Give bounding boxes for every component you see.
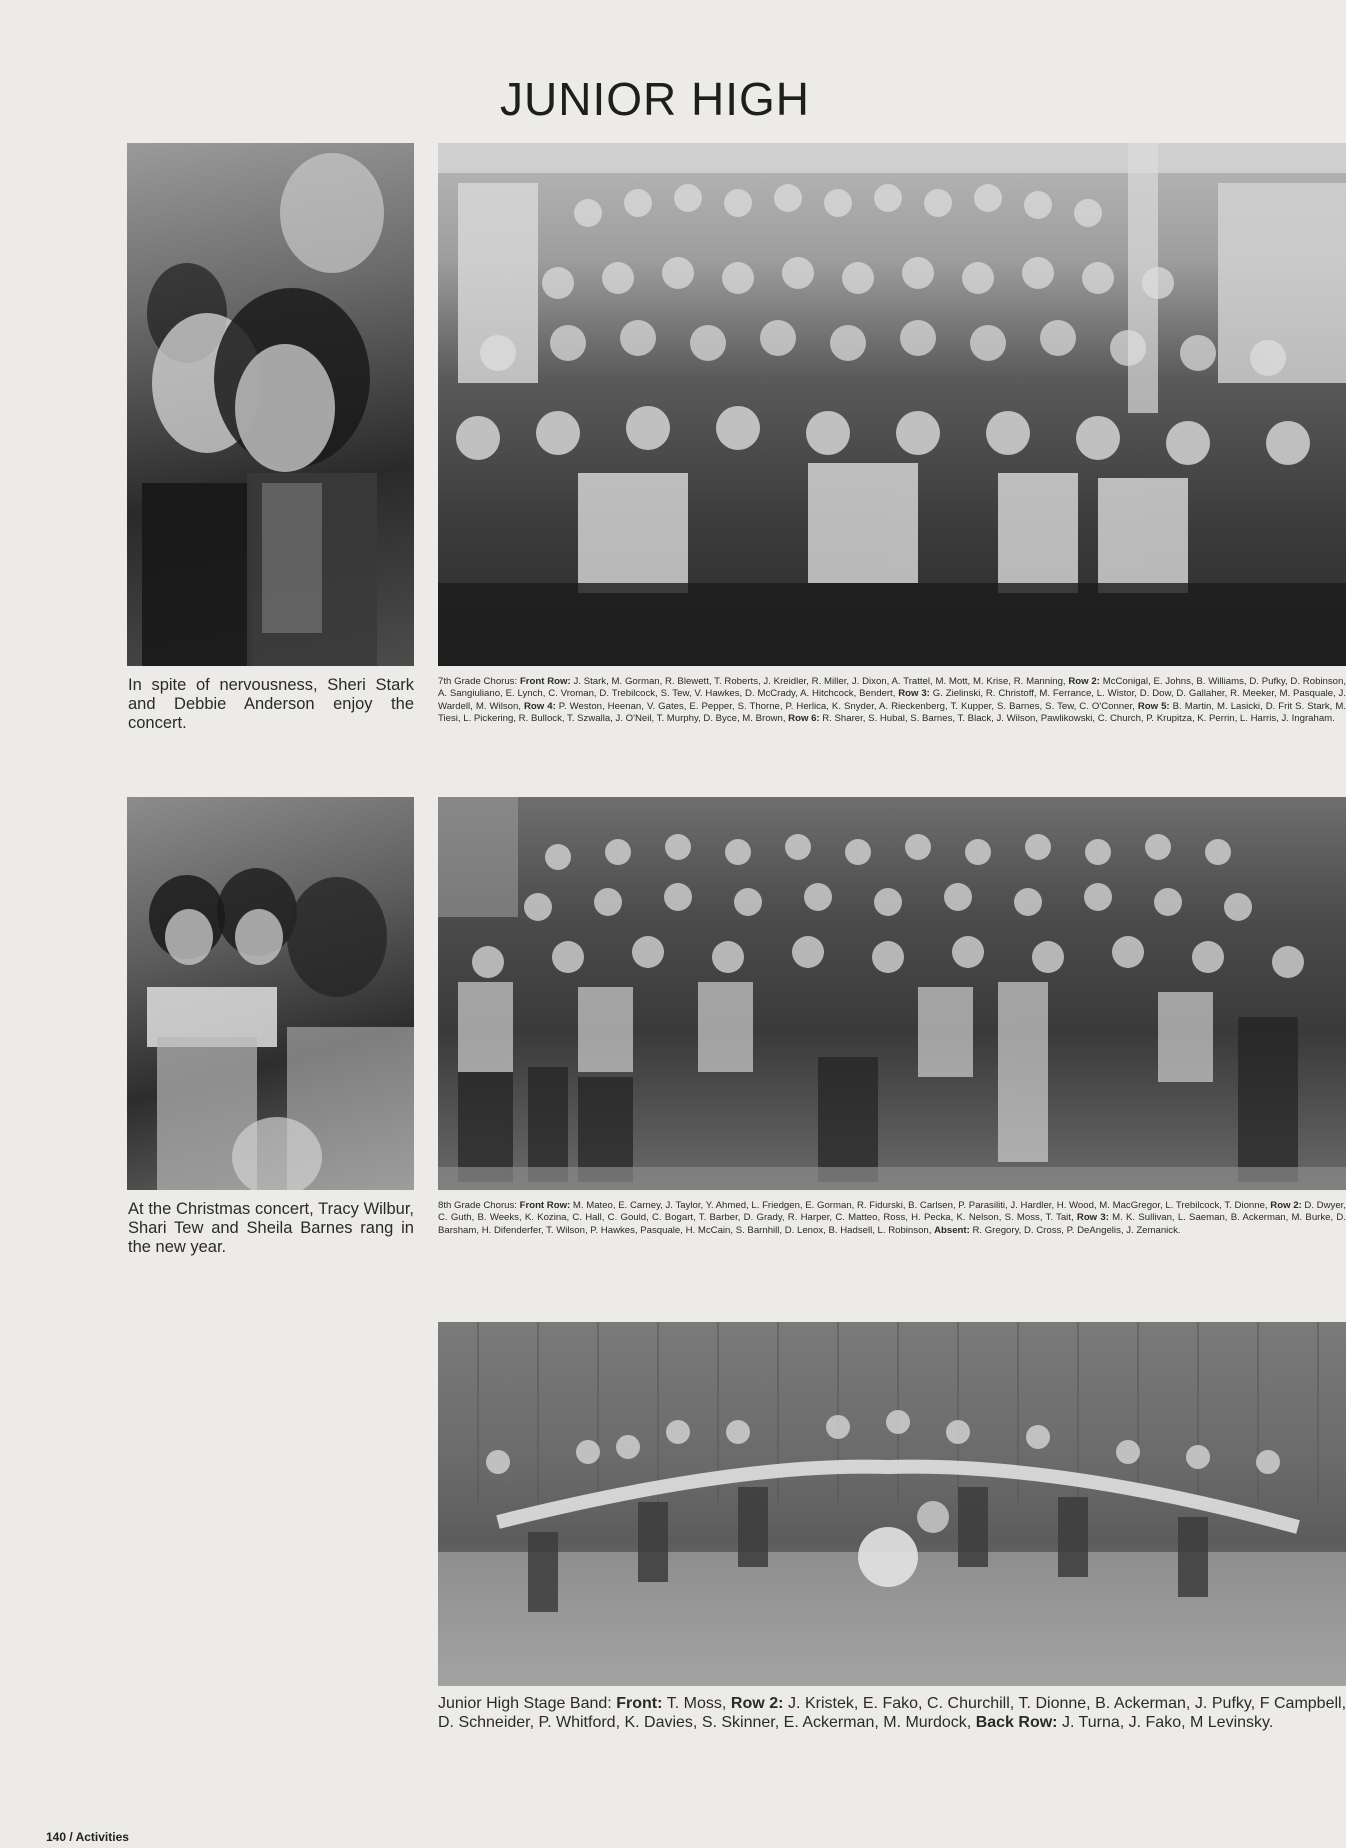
caption-names: G. Zielinski, R. Christoff, M. Ferrance, L. Wistor, D. Dow, D. Gallaher, R. Meeker, M. Pasquale, J. Wardell, M. Wilson, (438, 688, 1346, 712)
caption-names: B. Martin, M. Lasicki, D. Frit S. Stark, M. Tiesi, L. Pickering, R. Bullock, T. Szwalla, J. O'Neil, T. Murphy, D. Byce, M. Brown, (438, 700, 1346, 725)
photo-bell-ringers (127, 797, 414, 1190)
caption-names: R. Gregory, D. Cross, P. DeAngelis, J. Zemanick. (969, 1224, 1181, 1236)
caption-names: J. Stark, M. Gorman, R. Blewett, T. Roberts, J. Kreidler, R. Miller, J. Dixon, A. Trattel, M. Mott, M. Krise, R. Manning, (570, 676, 1069, 687)
caption-row-label: Row 3: (1076, 1212, 1109, 1224)
photo-concert-girls (127, 143, 414, 666)
caption-lead: 7th Grade Chorus: (438, 676, 520, 687)
page-title: JUNIOR HIGH (500, 73, 810, 125)
caption-row-label: Front Row: (519, 676, 571, 687)
caption-names: McConigal, E. Johns, B. Williams, D. Pufky, D. Robinson, A. Sangiuliano, E. Lynch, C. Vroman, D. Trebilcock, S. Tew, V. Hawkes, D. McCrady, A. Hitchcock, Bendert, (438, 676, 1346, 700)
caption-names: T. Moss, (662, 1695, 731, 1712)
caption-row-label: Front Row: (519, 1200, 571, 1211)
caption-8th-chorus (438, 1200, 1346, 1264)
caption-names: J. Kristek, E. Fako, C. Churchill, T. Dionne, B. Ackerman, J. Pufky, F Campbell, D. Schneider, P. Whitford, K. Davies, S. Skinner, E. Ackerman, M. Murdock, (438, 1695, 1346, 1731)
caption-row-label: Row 3: (898, 688, 930, 700)
caption-stage-band (438, 1694, 1346, 1760)
caption-row-label: Row 6: (788, 713, 820, 725)
caption-row-label: Row 5: (1137, 700, 1170, 712)
caption-names: M. Mateo, E. Carney, J. Taylor, Y. Ahmed, L. Friedgen, E. Gorman, R. Fidurski, B. Carlsen, P. Parasiliti, J. Hardler, H. Wood, M. MacGregor, L. Trebilcock, T. Dionne, (570, 1200, 1271, 1211)
caption-row-label: Row 2: (730, 1695, 784, 1712)
caption-names: P. Weston, Heenan, V. Gates, E. Pepper, S. Thorne, P. Herlica, K. Snyder, A. Rieckenberg, T. Kupper, S. Barnes, S. Tew, C. O'Conner, (555, 700, 1138, 712)
caption-row-label: Absent: (934, 1224, 970, 1236)
caption-names: J. Turna, J. Fako, M Levinsky. (1057, 1714, 1274, 1731)
caption-row-label: Row 2: (1068, 676, 1100, 687)
photo-8th-chorus (438, 797, 1346, 1190)
caption-names: R. Sharer, S. Hubal, S. Barnes, T. Black, J. Wilson, Pawlikowski, C. Church, P. Krupitza, K. Perrin, L. Harris, J. Ingraham. (819, 713, 1335, 725)
caption-bell-ringers: At the Christmas concert, Tracy Wilbur, Shari Tew and Sheila Barnes rang in the new year. (128, 1200, 414, 1256)
caption-names: D. Dwyer, C. Guth, B. Weeks, K. Kozina, C. Hall, C. Gould, C. Bogart, T. Barber, D. Grady, R. Harper, C. Matteo, Ross, H. Pecka, K. Nelson, S. Moss, T. Tait, (438, 1200, 1346, 1224)
caption-lead: 8th Grade Chorus: (438, 1200, 520, 1211)
caption-row-label: Row 4: (523, 700, 556, 712)
caption-names: M. K. Sullivan, L. Saeman, B. Ackerman, M. Burke, D. Barsham, H. Difenderfer, T. Wilson, P. Hawkes, Pasquale, H. McCain, S. Barnhill, D. Lenox, B. Hadsell, L. Robinson, (438, 1212, 1346, 1236)
photo-stage-band (438, 1322, 1346, 1686)
caption-7th-chorus (438, 676, 1346, 758)
caption-row-label: Back Row: (975, 1714, 1058, 1731)
caption-row-label: Front: (616, 1695, 663, 1712)
photo-7th-chorus (438, 143, 1346, 666)
caption-concert-girls: In spite of nervousness, Sheri Stark and Debbie Anderson enjoy the concert. (128, 676, 414, 732)
caption-lead: Junior High Stage Band: (438, 1695, 617, 1712)
caption-row-label: Row 2: (1270, 1200, 1302, 1211)
page-folio: 140 / Activities (46, 1830, 129, 1844)
